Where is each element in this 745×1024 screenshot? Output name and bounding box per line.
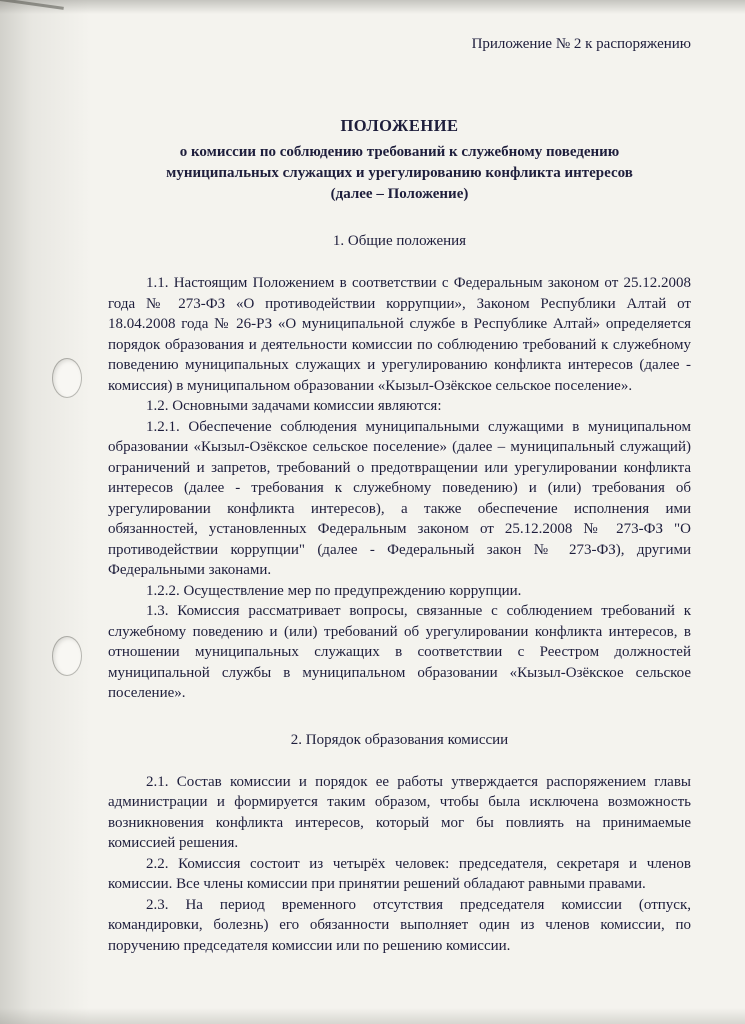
- paragraph-2-1: 2.1. Состав комиссии и порядок ее работы утверждается распоряжением главы администрации и формируется таким образом, чтобы была исключена возможность возникновения конфликта интересов, который мог бы повлиять на принимаемые комиссией решения.: [108, 773, 691, 851]
- document-title-block: [108, 116, 691, 205]
- section-commission-formation: [108, 730, 691, 957]
- title-subline-2: муниципальных служащих и урегулированию конфликта интересов: [166, 165, 633, 181]
- paragraph-1-2: 1.2. Основными задачами комиссии являются:: [146, 398, 442, 414]
- paragraph-1-2-1: 1.2.1. Обеспечение соблюдения муниципальными служащими в муниципальном образовании «Кызыл-Озёкское сельское поселение» (далее – муниципальный служащий) ограничений и запретов, требований о предотвращении или урегулировании конфликта интересов (далее - требования к служебному поведению) и (или) требования об урегулировании конфликта интересов), а также обеспечение исполнения ими обязанностей, установленных Федеральным законом от 25.12.2008 № 273-ФЗ "О противодействии коррупции" (далее - Федеральный закон № 273-ФЗ), другими Федеральными законами.: [108, 418, 691, 578]
- paragraph-1-1: 1.1. Настоящим Положением в соответствии с Федеральным законом от 25.12.2008 года № 273-ФЗ «О противодействии коррупции», Законом Республики Алтай от 18.04.2008 года № 26-РЗ «О муниципальной службе в Республике Алтай» определяется порядок образования и деятельности комиссии по соблюдению требований к служебному поведению муниципальных служащих и урегулированию конфликта интересов (далее - комиссия) в муниципальном образовании «Кызыл-Озёкское сельское поселение».: [108, 275, 691, 394]
- appendix-note: Приложение № 2 к распоряжению: [471, 36, 691, 52]
- title-subline-1: о комиссии по соблюдению требований к служебному поведению: [179, 144, 620, 160]
- paragraph-2-2: 2.2. Комиссия состоит из четырёх человек: председателя, секретаря и членов комиссии. Все члены комиссии при принятии решений обладают равными правами.: [108, 855, 691, 892]
- paragraph-1-3: 1.3. Комиссия рассматривает вопросы, связанные с соблюдением требований к служебному поведению и (или) требований об урегулировании конфликта интересов, в отношении муниципальных служащих в соответствии с Реестром должностей муниципальной службы в муниципальном образовании «Кызыл-Озёкское сельское поселение».: [108, 603, 691, 701]
- paragraph-1-2-2: 1.2.2. Осуществление мер по предупреждению коррупции.: [146, 582, 522, 599]
- title-main: ПОЛОЖЕНИЕ: [340, 116, 459, 135]
- section-1-heading: 1. Общие положения: [332, 233, 467, 249]
- section-general-provisions: [108, 231, 691, 704]
- paragraph-2-3: 2.3. На период временного отсутствия председателя комиссии (отпуск, командировки, болезнь) его обязанности выполняет один из членов комиссии, по поручению председателя комиссии или по решению комиссии.: [108, 896, 691, 954]
- section-2-heading: 2. Порядок образования комиссии: [290, 731, 509, 748]
- title-subline-3: (далее – Положение): [330, 186, 469, 202]
